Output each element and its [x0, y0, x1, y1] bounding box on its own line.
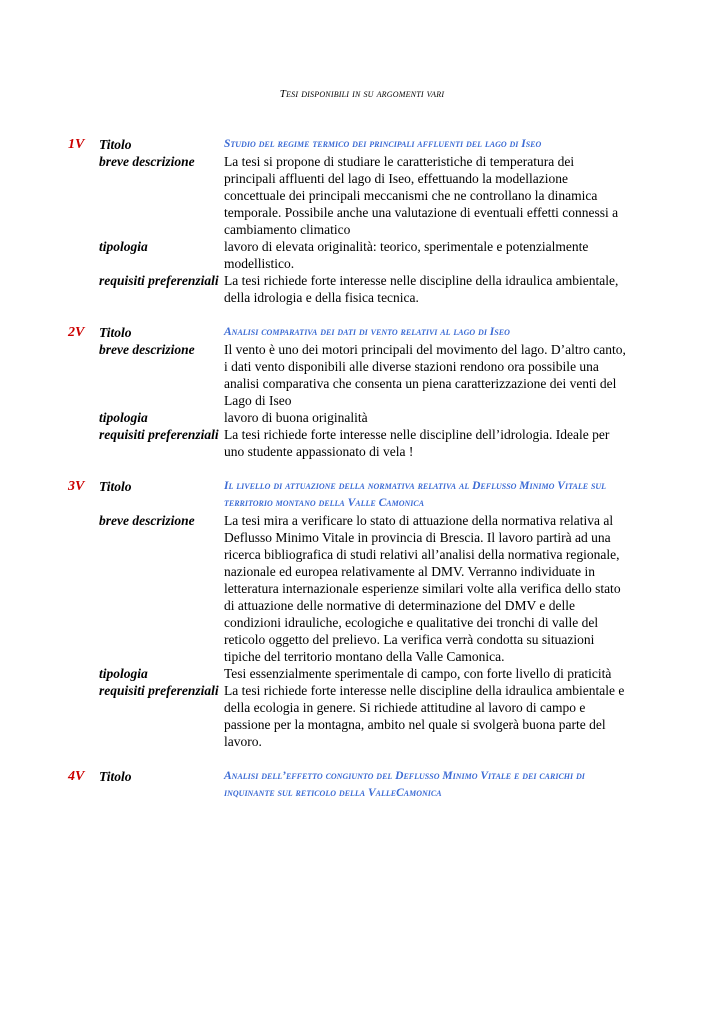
- requirements-row: [68, 426, 668, 460]
- type-label: tipologia: [99, 666, 148, 681]
- title-row: [68, 478, 668, 512]
- thesis-code: 1V: [68, 137, 85, 152]
- description-row: [68, 341, 668, 409]
- title-label: Titolo: [99, 769, 132, 784]
- requirements-row: [68, 682, 668, 750]
- thesis-description: La tesi mira a verificare lo stato di attuazione della normativa relativa al Deflusso Minimo Vitale in provincia di Brescia. Il lavoro partirà ad una ricerca bibliografica di studi relativi all’analisi della normativa regionale, nazionale ed europea relativamente al DMV. Verranno individuate in letteratura internazionale esperienze similari volte alla verifica dello stato di attuazione delle normative di determinazione del DMV e delle condizioni idrauliche, ecologiche e qualitative dei tronchi di valle del reticolo oggetto del prelievo. La verifica verrà condotta su situazioni tipiche del territorio montano della Valle Camonica.: [224, 513, 621, 664]
- title-label: Titolo: [99, 137, 132, 152]
- type-row: [68, 238, 668, 272]
- thesis-title: Analisi dell’effetto congiunto del Deflusso Minimo Vitale e dei carichi di inquinante sul reticolo della ValleCamonica: [224, 770, 585, 799]
- thesis-requirements: La tesi richiede forte interesse nelle discipline della idraulica ambientale, della idrologia e della fisica tecnica.: [224, 273, 619, 305]
- thesis-title: Studio del regime termico dei principali affluenti del lago di Iseo: [224, 138, 542, 150]
- thesis-title: Analisi comparativa dei dati di vento relativi al lago di Iseo: [224, 326, 510, 338]
- thesis-requirements: La tesi richiede forte interesse nelle discipline della idraulica ambientale e della ecologia in genere. Si richiede attitudine al lavoro di campo e passione per la montagna, ambito nel quale si svolgerà buona parte del lavoro.: [224, 683, 625, 749]
- requirements-label: requisiti preferenziali: [99, 273, 219, 288]
- page-title: Tesi disponibili in su argomenti vari: [279, 88, 445, 100]
- thesis-code: 3V: [68, 479, 85, 494]
- type-row: [68, 409, 668, 426]
- title-row: [68, 768, 668, 802]
- description-label: breve descrizione: [99, 154, 195, 169]
- thesis-code: 2V: [68, 325, 85, 340]
- thesis-type: Tesi essenzialmente sperimentale di campo, con forte livello di praticità: [224, 666, 612, 681]
- thesis-list: [68, 136, 668, 820]
- description-row: [68, 512, 668, 665]
- title-row: [68, 136, 668, 153]
- title-label: Titolo: [99, 325, 132, 340]
- description-label: breve descrizione: [99, 342, 195, 357]
- thesis-entry-3v: [68, 478, 668, 750]
- type-row: [68, 665, 668, 682]
- title-row: [68, 324, 668, 341]
- description-row: [68, 153, 668, 238]
- thesis-description: Il vento è uno dei motori principali del movimento del lago. D’altro canto, i dati vento disponibili alle diverse stazioni rendono ora possibile una analisi comparativa che consenta un piena caratterizzazione dei venti del Lago di Iseo: [224, 342, 626, 408]
- requirements-label: requisiti preferenziali: [99, 427, 219, 442]
- thesis-code: 4V: [68, 769, 85, 784]
- title-label: Titolo: [99, 479, 132, 494]
- description-label: breve descrizione: [99, 513, 195, 528]
- thesis-description: La tesi si propone di studiare le caratteristiche di temperatura dei principali affluenti del lago di Iseo, effettuando la modellazione concettuale dei principali meccanismi che ne controllano la dinamica temporale. Possibile anche una valutazione di eventuali effetti connessi a cambiamento climatico: [224, 154, 619, 237]
- thesis-type: lavoro di buona originalità: [224, 410, 368, 425]
- thesis-entry-4v: [68, 768, 668, 802]
- type-label: tipologia: [99, 410, 148, 425]
- thesis-entry-1v: [68, 136, 668, 306]
- thesis-type: lavoro di elevata originalità: teorico, sperimentale e potenzialmente modellistico.: [224, 239, 589, 271]
- requirements-row: [68, 272, 668, 306]
- thesis-title: Il livello di attuazione della normativa relativa al Deflusso Minimo Vitale sul territorio montano della Valle Camonica: [224, 480, 607, 509]
- thesis-requirements: La tesi richiede forte interesse nelle discipline dell’idrologia. Ideale per uno studente appassionato di vela !: [224, 427, 610, 459]
- requirements-label: requisiti preferenziali: [99, 683, 219, 698]
- thesis-entry-2v: [68, 324, 668, 460]
- type-label: tipologia: [99, 239, 148, 254]
